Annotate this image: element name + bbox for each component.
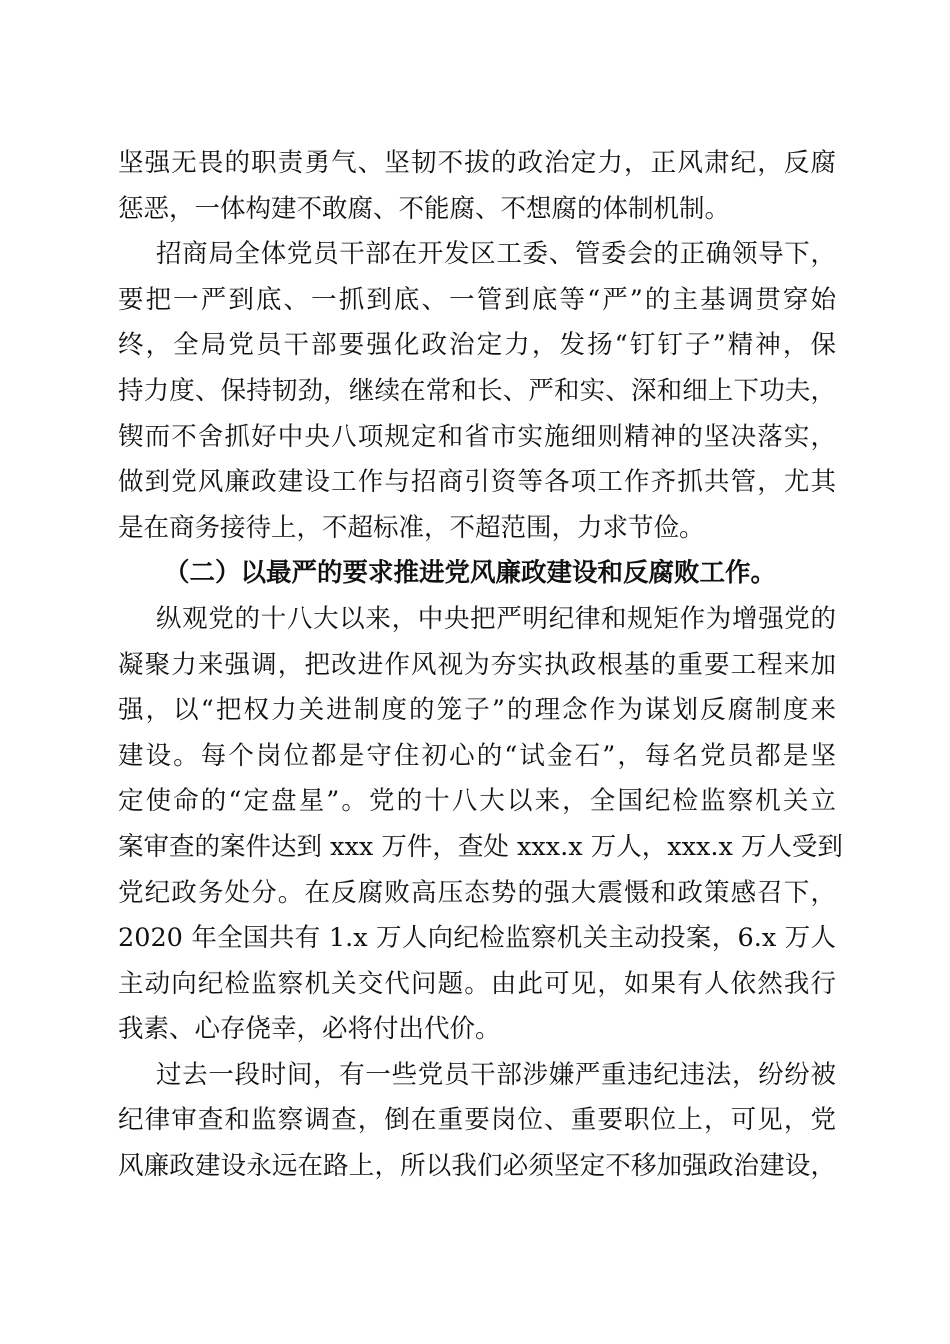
paragraph-line: 风廉政建设永远在路上，所以我们必须坚定不移加强政治建设， xyxy=(118,1151,836,1182)
paragraph-line: 强，以“把权力关进制度的笼子”的理念作为谋划反腐制度来 xyxy=(118,695,836,726)
paragraph-line: 纪律审查和监察调查，倒在重要岗位、重要职位上，可见，党 xyxy=(118,1105,836,1136)
paragraph-line: 做到党风廉政建设工作与招商引资等各项工作齐抓共管，尤其 xyxy=(118,467,836,498)
paragraph-line: 案审查的案件达到 xxx 万件，查处 xxx.x 万人，xxx.x 万人受到 xyxy=(118,831,843,862)
paragraph-line: 要把一严到底、一抓到底、一管到底等“严”的主基调贯穿始 xyxy=(118,284,836,315)
paragraph-line: 终，全局党员干部要强化政治定力，发扬“钉钉子”精神，保 xyxy=(118,330,836,361)
paragraph-line: 我素、心存侥幸，必将付出代价。 xyxy=(118,1014,501,1045)
paragraph-line: 锲而不舍抓好中央八项规定和省市实施细则精神的坚决落实， xyxy=(118,421,836,452)
paragraph-line: 凝聚力来强调，把改进作风视为夯实执政根基的重要工程来加 xyxy=(118,649,836,680)
paragraph-line: 是在商务接待上，不超标准，不超范围，力求节俭。 xyxy=(118,512,705,543)
paragraph-line: 建设。每个岗位都是守住初心的“试金石”，每名党员都是坚 xyxy=(118,740,836,771)
section-heading: （二）以最严的要求推进党风廉政建设和反腐败工作。 xyxy=(164,558,777,589)
paragraph-line: 定使命的“定盘星”。党的十八大以来，全国纪检监察机关立 xyxy=(118,786,836,817)
paragraph-line: 招商局全体党员干部在开发区工委、管委会的正确领导下， xyxy=(156,239,836,270)
paragraph-line: 惩恶，一体构建不敢腐、不能腐、不想腐的体制机制。 xyxy=(118,193,731,224)
paragraph-line: 党纪政务处分。在反腐败高压态势的强大震慑和政策感召下， xyxy=(118,877,836,908)
paragraph-line: 纵观党的十八大以来，中央把严明纪律和规矩作为增强党的 xyxy=(156,603,836,634)
paragraph-line: 2020 年全国共有 1.x 万人向纪检监察机关主动投案，6.x 万人 xyxy=(118,923,836,954)
paragraph-line: 持力度、保持韧劲，继续在常和长、严和实、深和细上下功夫， xyxy=(118,375,836,406)
paragraph-line: 坚强无畏的职责勇气、坚韧不拔的政治定力，正风肃纪，反腐 xyxy=(118,148,836,178)
paragraph-line: 过去一段时间，有一些党员干部涉嫌严重违纪违法，纷纷被 xyxy=(156,1059,836,1090)
paragraph-line: 主动向纪检监察机关交代问题。由此可见，如果有人依然我行 xyxy=(118,968,836,999)
document-body xyxy=(118,141,843,1190)
